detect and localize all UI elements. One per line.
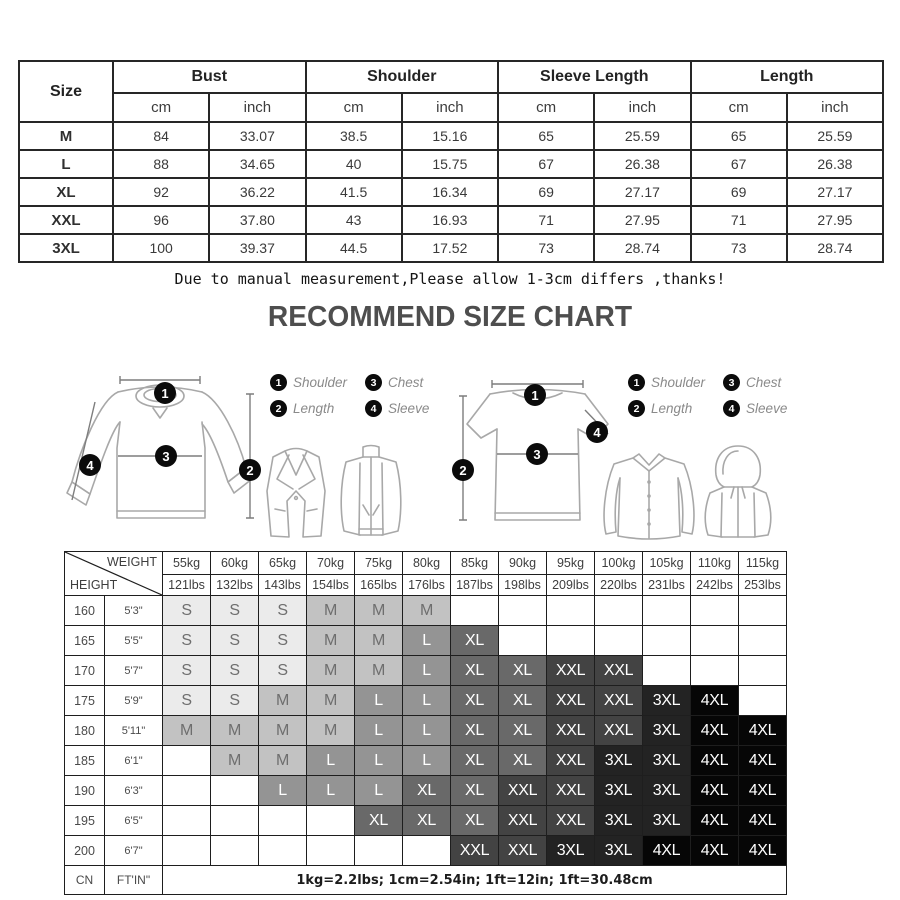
- legend-label: Length: [651, 401, 693, 416]
- height-cm: 195: [65, 806, 105, 836]
- col-header-length: Length: [691, 61, 884, 93]
- matrix-row: [65, 776, 787, 806]
- size-cell-m: M: [307, 656, 355, 686]
- weight-kg-header: 90kg: [499, 552, 547, 575]
- size-cell-xl: XL: [499, 716, 547, 746]
- size-cell-xl: XL: [451, 626, 499, 656]
- size-table-row: [19, 178, 883, 206]
- height-ftin: 5'11": [105, 716, 163, 746]
- size-name: 3XL: [19, 234, 113, 262]
- height-ftin: 5'9": [105, 686, 163, 716]
- measurement-value: 43: [306, 206, 402, 234]
- size-cell-4xl: 4XL: [691, 836, 739, 866]
- measurement-value: 96: [113, 206, 209, 234]
- matrix-row: [65, 656, 787, 686]
- matrix-row: [65, 806, 787, 836]
- size-cell-m: M: [163, 716, 211, 746]
- size-cell-xl: XL: [451, 776, 499, 806]
- size-cell-empty: [403, 836, 451, 866]
- height-cm: 185: [65, 746, 105, 776]
- legend-right: [628, 374, 787, 417]
- size-cell-xxl: XXL: [547, 716, 595, 746]
- size-cell-empty: [355, 836, 403, 866]
- measurement-value: 100: [113, 234, 209, 262]
- size-cell-m: M: [403, 596, 451, 626]
- size-cell-l: L: [307, 746, 355, 776]
- size-cell-s: S: [259, 596, 307, 626]
- size-cell-empty: [499, 596, 547, 626]
- corner-weight-label: WEIGHT: [107, 555, 157, 569]
- matrix-row: [65, 626, 787, 656]
- legend-number-badge: 1: [628, 374, 645, 391]
- size-cell-l: L: [403, 626, 451, 656]
- size-cell-4xl: 4XL: [691, 776, 739, 806]
- measurement-value: 27.17: [594, 178, 690, 206]
- blazer-icon: [263, 443, 329, 543]
- legend-number-badge: 3: [365, 374, 382, 391]
- weight-kg-header: 75kg: [355, 552, 403, 575]
- measurement-value: 17.52: [402, 234, 498, 262]
- size-cell-xxl: XXL: [547, 686, 595, 716]
- measurement-value: 25.59: [594, 122, 690, 150]
- size-cell-3xl: 3XL: [595, 746, 643, 776]
- legend-number-badge: 4: [723, 400, 740, 417]
- measurement-value: 25.59: [787, 122, 883, 150]
- weight-lbs-header: 187lbs: [451, 575, 499, 596]
- size-cell-s: S: [211, 626, 259, 656]
- matrix-row: [65, 596, 787, 626]
- weight-kg-header: 110kg: [691, 552, 739, 575]
- legend-item-shoulder: [628, 374, 705, 391]
- size-cell-4xl: 4XL: [643, 836, 691, 866]
- weight-lbs-row: [65, 575, 787, 596]
- height-cm: 170: [65, 656, 105, 686]
- weight-lbs-header: 176lbs: [403, 575, 451, 596]
- measurement-value: 34.65: [209, 150, 305, 178]
- size-cell-empty: [739, 596, 787, 626]
- size-cell-empty: [259, 806, 307, 836]
- legend-label: Sleeve: [388, 401, 430, 416]
- size-cell-xxl: XXL: [595, 716, 643, 746]
- legend-label: Chest: [388, 375, 424, 390]
- size-cell-m: M: [259, 716, 307, 746]
- weight-lbs-header: 209lbs: [547, 575, 595, 596]
- size-cell-4xl: 4XL: [739, 836, 787, 866]
- marker-chest: 3: [155, 445, 177, 467]
- size-cell-4xl: 4XL: [739, 716, 787, 746]
- height-ftin: 6'1": [105, 746, 163, 776]
- size-cell-s: S: [259, 656, 307, 686]
- button-shirt-icon: [600, 448, 698, 543]
- marker-shoulder: 1: [154, 382, 176, 404]
- size-cell-s: S: [211, 686, 259, 716]
- measurement-value: 67: [691, 150, 787, 178]
- measurement-value: 26.38: [787, 150, 883, 178]
- size-cell-empty: [691, 626, 739, 656]
- size-cell-xl: XL: [451, 746, 499, 776]
- marker-chest: 3: [526, 443, 548, 465]
- size-cell-empty: [211, 836, 259, 866]
- size-cell-xl: XL: [499, 686, 547, 716]
- size-name: XXL: [19, 206, 113, 234]
- corner-height-label: HEIGHT: [70, 578, 118, 592]
- measurement-value: 44.5: [306, 234, 402, 262]
- size-cell-empty: [547, 626, 595, 656]
- size-cell-l: L: [355, 716, 403, 746]
- height-ftin: 6'7": [105, 836, 163, 866]
- weight-kg-header: 85kg: [451, 552, 499, 575]
- size-cell-xl: XL: [451, 716, 499, 746]
- legend-label: Length: [293, 401, 335, 416]
- legend-number-badge: 3: [723, 374, 740, 391]
- col-header-sleeve-length: Sleeve Length: [498, 61, 691, 93]
- size-cell-empty: [739, 626, 787, 656]
- measurement-value: 38.5: [306, 122, 402, 150]
- size-cell-s: S: [163, 626, 211, 656]
- size-cell-xxl: XXL: [547, 806, 595, 836]
- measurement-table: [18, 60, 884, 263]
- legend-number-badge: 4: [365, 400, 382, 417]
- size-cell-l: L: [259, 776, 307, 806]
- size-cell-4xl: 4XL: [739, 806, 787, 836]
- legend-number-badge: 2: [628, 400, 645, 417]
- height-cm: 165: [65, 626, 105, 656]
- corner-weight-height-cell: [65, 552, 163, 596]
- size-cell-m: M: [307, 716, 355, 746]
- size-cell-empty: [691, 596, 739, 626]
- size-cell-xl: XL: [403, 806, 451, 836]
- sub-header-inch: inch: [787, 93, 883, 122]
- measurement-value: 73: [691, 234, 787, 262]
- weight-lbs-header: 253lbs: [739, 575, 787, 596]
- measurement-value: 65: [498, 122, 594, 150]
- measurement-value: 16.34: [402, 178, 498, 206]
- size-cell-empty: [163, 776, 211, 806]
- legend-item-sleeve: [723, 400, 787, 417]
- measurement-value: 67: [498, 150, 594, 178]
- weight-lbs-header: 143lbs: [259, 575, 307, 596]
- measurement-value: 69: [691, 178, 787, 206]
- weight-kg-header: 60kg: [211, 552, 259, 575]
- legend-label: Shoulder: [293, 375, 348, 390]
- legend-left: [270, 374, 429, 417]
- size-name: XL: [19, 178, 113, 206]
- size-cell-s: S: [163, 596, 211, 626]
- size-name: M: [19, 122, 113, 150]
- size-cell-s: S: [163, 656, 211, 686]
- marker-sleeve: 4: [79, 454, 101, 476]
- size-cell-xxl: XXL: [547, 776, 595, 806]
- size-cell-xl: XL: [451, 656, 499, 686]
- height-ftin: 5'5": [105, 626, 163, 656]
- size-cell-xl: XL: [451, 686, 499, 716]
- size-name: L: [19, 150, 113, 178]
- marker-sleeve: 4: [586, 421, 608, 443]
- size-cell-empty: [499, 626, 547, 656]
- size-cell-l: L: [355, 776, 403, 806]
- size-cell-xxl: XXL: [499, 776, 547, 806]
- weight-kg-header: 95kg: [547, 552, 595, 575]
- matrix-row: [65, 716, 787, 746]
- size-cell-l: L: [403, 656, 451, 686]
- size-cell-3xl: 3XL: [643, 806, 691, 836]
- weight-kg-header: 65kg: [259, 552, 307, 575]
- sub-header-cm: cm: [113, 93, 209, 122]
- size-cell-m: M: [211, 716, 259, 746]
- size-cell-empty: [211, 806, 259, 836]
- size-cell-l: L: [403, 716, 451, 746]
- size-cell-empty: [691, 656, 739, 686]
- height-ftin: 5'3": [105, 596, 163, 626]
- size-cell-3xl: 3XL: [643, 746, 691, 776]
- weight-kg-header: 70kg: [307, 552, 355, 575]
- height-cm: 180: [65, 716, 105, 746]
- measurement-value: 40: [306, 150, 402, 178]
- col-header-bust: Bust: [113, 61, 306, 93]
- matrix-row: [65, 836, 787, 866]
- sub-header-inch: inch: [402, 93, 498, 122]
- size-cell-s: S: [163, 686, 211, 716]
- measurement-value: 15.16: [402, 122, 498, 150]
- size-cell-m: M: [307, 626, 355, 656]
- measurement-value: 27.95: [594, 206, 690, 234]
- size-cell-empty: [739, 686, 787, 716]
- size-cell-m: M: [307, 596, 355, 626]
- size-cell-s: S: [259, 626, 307, 656]
- size-cell-empty: [163, 746, 211, 776]
- size-cell-empty: [595, 626, 643, 656]
- measurement-value: 92: [113, 178, 209, 206]
- size-cell-empty: [643, 656, 691, 686]
- weight-kg-header: 80kg: [403, 552, 451, 575]
- marker-length: 2: [452, 459, 474, 481]
- size-cell-3xl: 3XL: [547, 836, 595, 866]
- measurement-value: 71: [691, 206, 787, 234]
- measurement-value: 69: [498, 178, 594, 206]
- weight-lbs-header: 121lbs: [163, 575, 211, 596]
- size-cell-m: M: [355, 596, 403, 626]
- legend-label: Sleeve: [746, 401, 788, 416]
- height-cm: 190: [65, 776, 105, 806]
- size-cell-3xl: 3XL: [595, 776, 643, 806]
- footer-cn-label: CN: [65, 866, 105, 895]
- size-cell-3xl: 3XL: [643, 776, 691, 806]
- size-cell-4xl: 4XL: [691, 806, 739, 836]
- weight-lbs-header: 220lbs: [595, 575, 643, 596]
- size-cell-empty: [211, 776, 259, 806]
- size-cell-xl: XL: [499, 656, 547, 686]
- height-cm: 175: [65, 686, 105, 716]
- size-cell-empty: [643, 596, 691, 626]
- size-cell-xxl: XXL: [547, 746, 595, 776]
- measurement-value: 41.5: [306, 178, 402, 206]
- weight-lbs-header: 242lbs: [691, 575, 739, 596]
- size-table-row: [19, 206, 883, 234]
- weight-kg-header: 55kg: [163, 552, 211, 575]
- legend-item-shoulder: [270, 374, 347, 391]
- legend-label: Shoulder: [651, 375, 706, 390]
- weight-lbs-header: 198lbs: [499, 575, 547, 596]
- size-cell-empty: [259, 836, 307, 866]
- measurement-note: Due to manual measurement,Please allow 1-3cm differs ,thanks!: [174, 270, 726, 288]
- size-cell-3xl: 3XL: [595, 806, 643, 836]
- size-cell-m: M: [355, 626, 403, 656]
- size-cell-xl: XL: [499, 746, 547, 776]
- legend-item-chest: [723, 374, 787, 391]
- measurement-value: 71: [498, 206, 594, 234]
- sub-header-inch: inch: [209, 93, 305, 122]
- legend-label: Chest: [746, 375, 782, 390]
- size-cell-xxl: XXL: [547, 656, 595, 686]
- measurement-value: 36.22: [209, 178, 305, 206]
- size-cell-3xl: 3XL: [643, 716, 691, 746]
- size-cell-s: S: [211, 656, 259, 686]
- size-cell-empty: [739, 656, 787, 686]
- size-cell-l: L: [355, 746, 403, 776]
- measurement-value: 16.93: [402, 206, 498, 234]
- size-cell-l: L: [307, 776, 355, 806]
- weight-lbs-header: 165lbs: [355, 575, 403, 596]
- recommend-size-matrix: [64, 551, 787, 895]
- size-cell-4xl: 4XL: [739, 776, 787, 806]
- page-title: RECOMMEND SIZE CHART: [267, 301, 633, 333]
- size-cell-xxl: XXL: [451, 836, 499, 866]
- measurement-value: 28.74: [787, 234, 883, 262]
- measurement-value: 33.07: [209, 122, 305, 150]
- size-cell-m: M: [211, 746, 259, 776]
- size-cell-xxl: XXL: [499, 836, 547, 866]
- size-cell-l: L: [403, 746, 451, 776]
- measurement-value: 37.80: [209, 206, 305, 234]
- size-cell-l: L: [355, 686, 403, 716]
- size-cell-m: M: [307, 686, 355, 716]
- size-cell-m: M: [259, 686, 307, 716]
- measurement-value: 15.75: [402, 150, 498, 178]
- height-ftin: 5'7": [105, 656, 163, 686]
- hoodie-icon: [698, 443, 778, 543]
- weight-lbs-header: 231lbs: [643, 575, 691, 596]
- size-cell-empty: [307, 806, 355, 836]
- marker-length: 2: [239, 459, 261, 481]
- legend-item-chest: [365, 374, 429, 391]
- weight-lbs-header: 154lbs: [307, 575, 355, 596]
- size-cell-xxl: XXL: [595, 656, 643, 686]
- size-cell-empty: [547, 596, 595, 626]
- legend-item-length: [628, 400, 705, 417]
- size-cell-empty: [451, 596, 499, 626]
- size-cell-4xl: 4XL: [739, 746, 787, 776]
- measurement-value: 39.37: [209, 234, 305, 262]
- height-cm: 160: [65, 596, 105, 626]
- size-cell-3xl: 3XL: [643, 686, 691, 716]
- weight-lbs-header: 132lbs: [211, 575, 259, 596]
- measurement-value: 28.74: [594, 234, 690, 262]
- legend-number-badge: 1: [270, 374, 287, 391]
- size-cell-empty: [163, 806, 211, 836]
- height-cm: 200: [65, 836, 105, 866]
- legend-item-sleeve: [365, 400, 429, 417]
- weight-kg-header: 100kg: [595, 552, 643, 575]
- size-cell-4xl: 4XL: [691, 746, 739, 776]
- size-table-row: [19, 150, 883, 178]
- weight-kg-header: 105kg: [643, 552, 691, 575]
- size-cell-xl: XL: [451, 806, 499, 836]
- measurement-value: 84: [113, 122, 209, 150]
- sub-header-cm: cm: [691, 93, 787, 122]
- col-header-shoulder: Shoulder: [306, 61, 499, 93]
- height-ftin: 6'5": [105, 806, 163, 836]
- measurement-value: 27.17: [787, 178, 883, 206]
- size-cell-m: M: [355, 656, 403, 686]
- col-header-size: Size: [19, 61, 113, 122]
- height-ftin: 6'3": [105, 776, 163, 806]
- footer-ftin-label: FT'IN": [105, 866, 163, 895]
- sub-header-cm: cm: [498, 93, 594, 122]
- unit-conversion-note: 1kg=2.2lbs; 1cm=2.54in; 1ft=12in; 1ft=30.48cm: [163, 866, 787, 895]
- measurement-value: 73: [498, 234, 594, 262]
- size-cell-empty: [595, 596, 643, 626]
- size-cell-empty: [163, 836, 211, 866]
- matrix-row: [65, 746, 787, 776]
- size-table-row: [19, 234, 883, 262]
- sub-header-inch: inch: [594, 93, 690, 122]
- size-cell-s: S: [211, 596, 259, 626]
- measurement-value: 65: [691, 122, 787, 150]
- measurement-value: 88: [113, 150, 209, 178]
- sub-header-cm: cm: [306, 93, 402, 122]
- weight-kg-header: 115kg: [739, 552, 787, 575]
- size-cell-xl: XL: [403, 776, 451, 806]
- size-cell-m: M: [259, 746, 307, 776]
- zip-jacket-icon: [336, 443, 406, 543]
- legend-number-badge: 2: [270, 400, 287, 417]
- size-cell-3xl: 3XL: [595, 836, 643, 866]
- size-cell-4xl: 4XL: [691, 686, 739, 716]
- size-cell-empty: [643, 626, 691, 656]
- measurement-value: 26.38: [594, 150, 690, 178]
- matrix-row: [65, 686, 787, 716]
- size-cell-l: L: [403, 686, 451, 716]
- measurement-value: 27.95: [787, 206, 883, 234]
- size-cell-xxl: XXL: [499, 806, 547, 836]
- marker-shoulder: 1: [524, 384, 546, 406]
- size-cell-4xl: 4XL: [691, 716, 739, 746]
- size-table-row: [19, 122, 883, 150]
- size-cell-empty: [307, 836, 355, 866]
- legend-item-length: [270, 400, 347, 417]
- size-cell-xl: XL: [355, 806, 403, 836]
- size-cell-xxl: XXL: [595, 686, 643, 716]
